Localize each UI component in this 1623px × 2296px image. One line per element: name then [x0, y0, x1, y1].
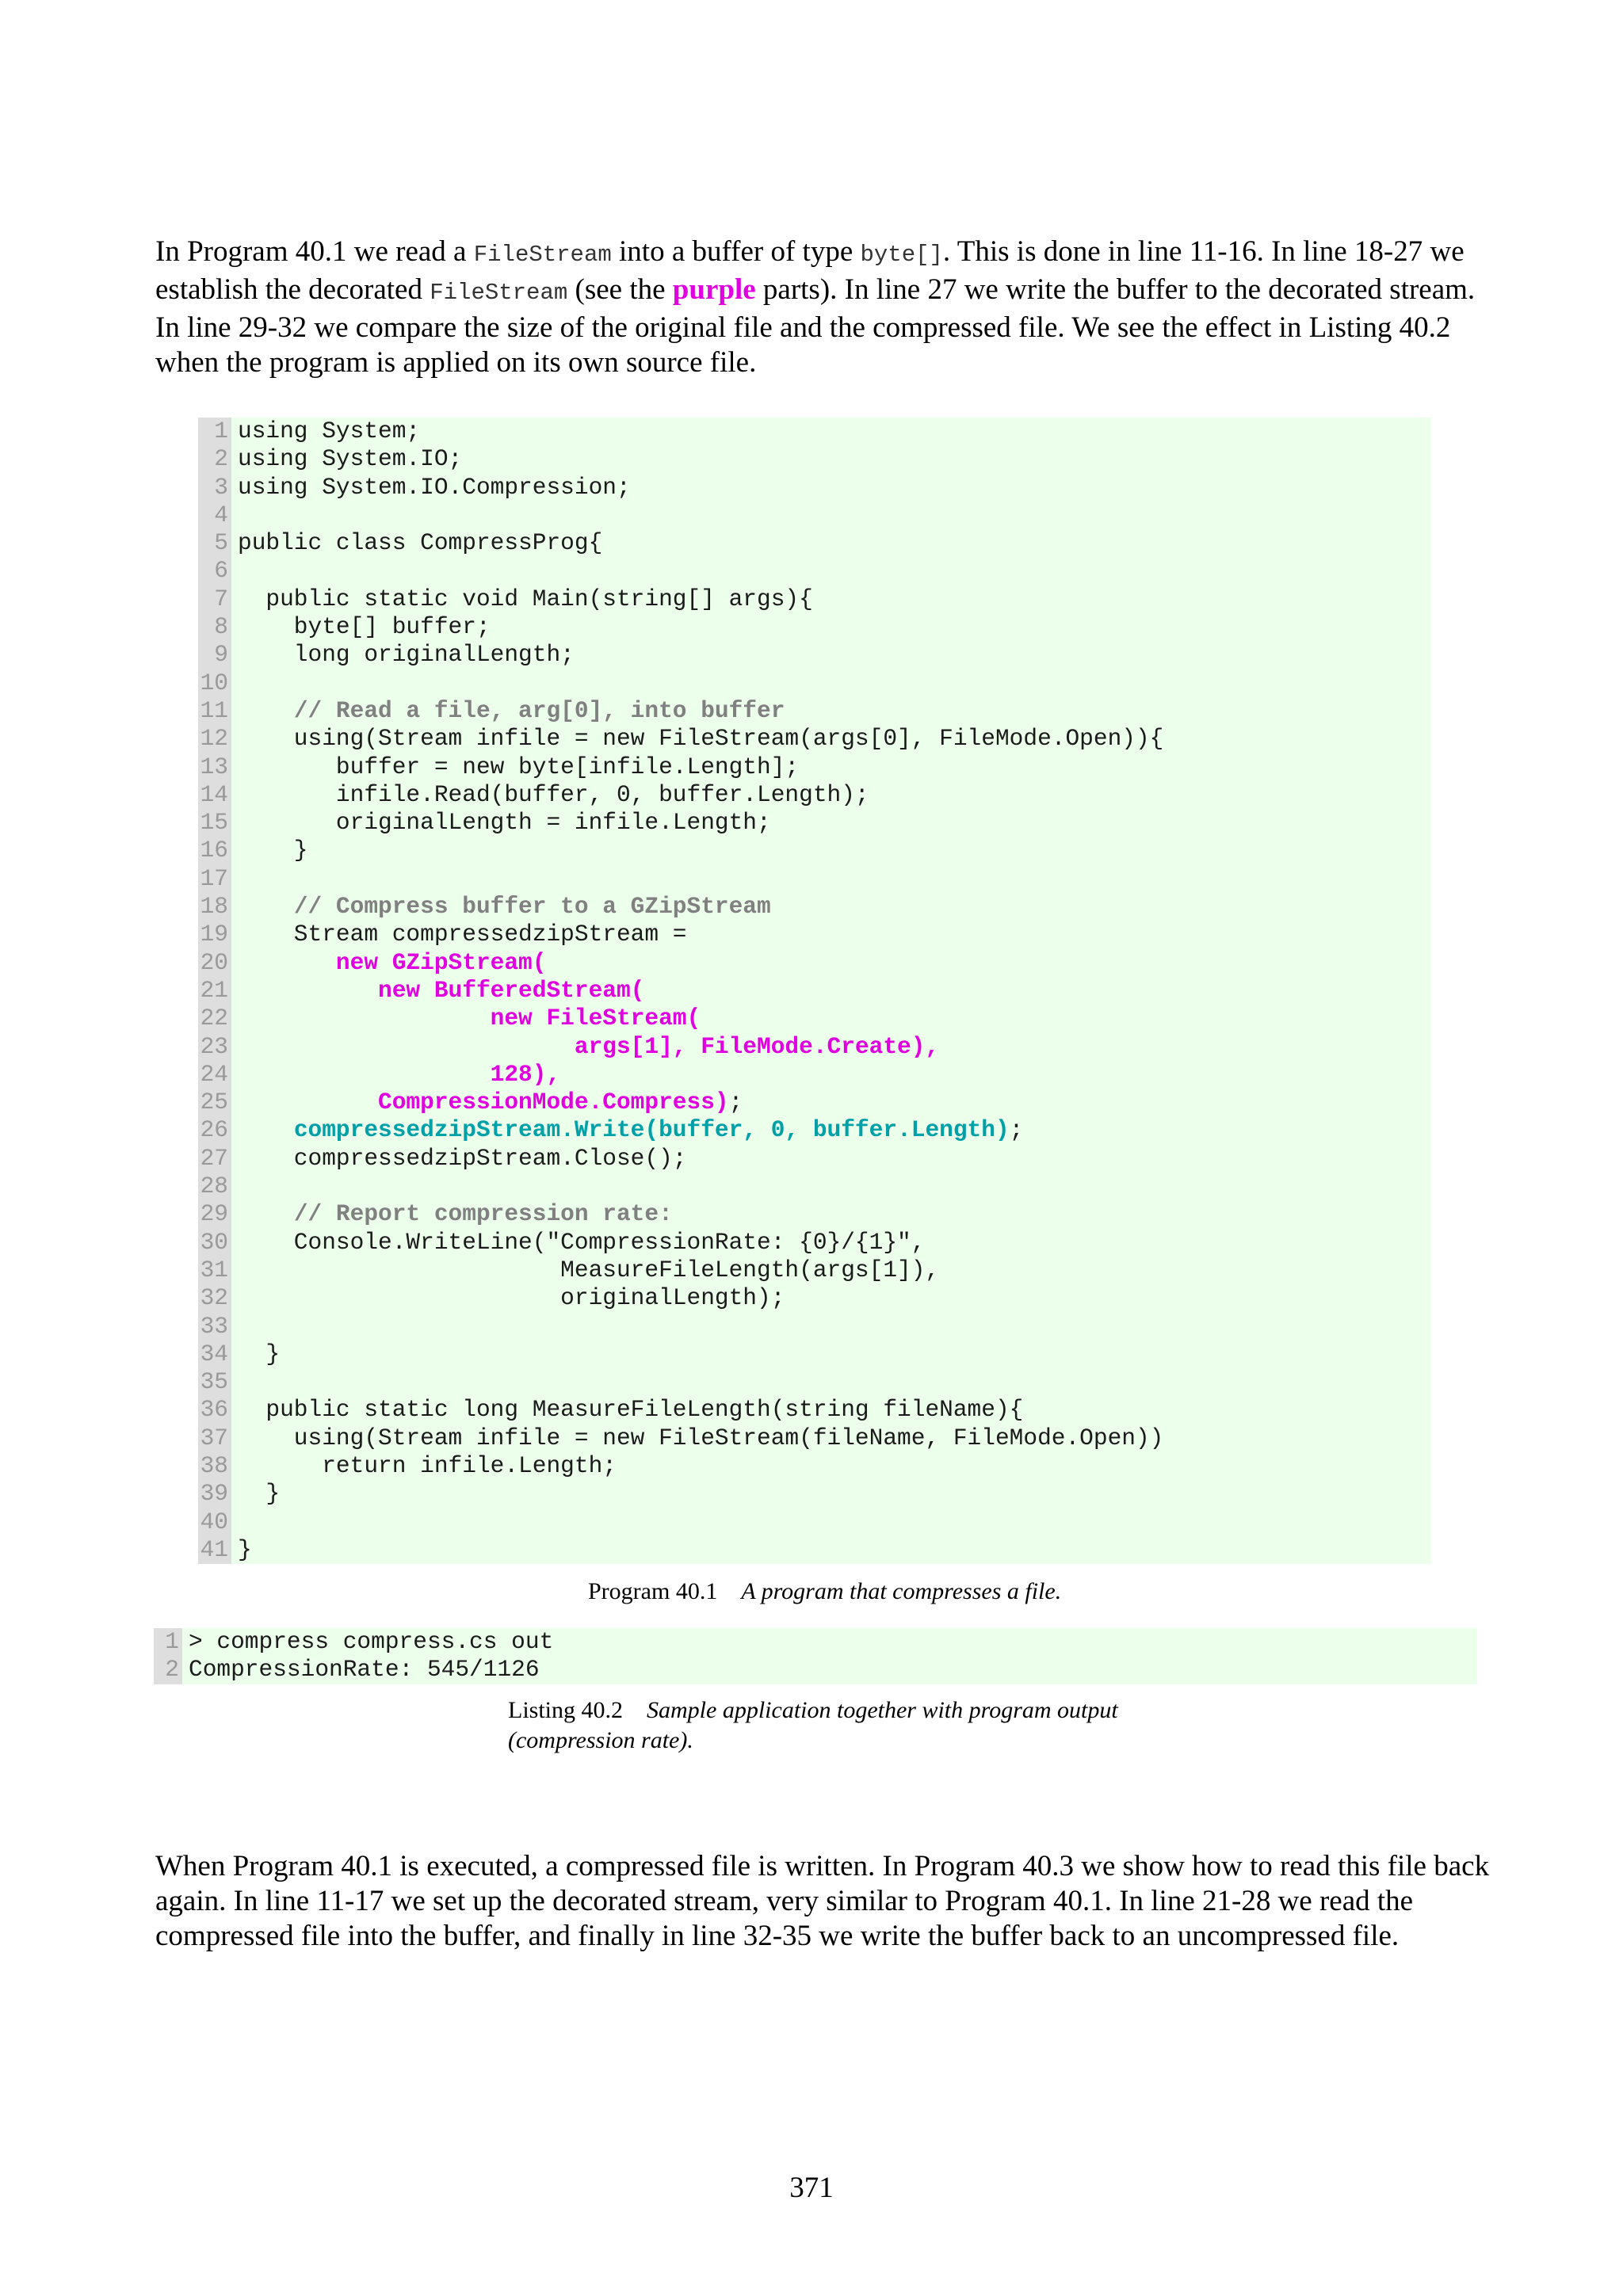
intro-text: In Program 40.1 we read a	[155, 235, 474, 268]
intro-text: . This is done in line 11-16. In line 18-27 we establish the decorated	[155, 235, 1465, 306]
code-token: compressedzipStream.Close();	[238, 1144, 687, 1172]
code-line	[198, 1005, 1431, 1032]
line-number: 3	[198, 474, 231, 502]
code-token: return infile.Length;	[238, 1451, 617, 1479]
page-number: 371	[789, 2172, 834, 2204]
code-line	[154, 1628, 1477, 1656]
code-token: new FileStream(	[490, 1005, 701, 1032]
code-line	[198, 613, 1431, 641]
code-token	[238, 1116, 294, 1143]
code-token: // Report compression rate:	[293, 1200, 673, 1228]
code-token	[238, 1200, 294, 1227]
code-token: ;	[1009, 1116, 1024, 1144]
code-text	[231, 557, 1431, 585]
code-token: long originalLength;	[238, 641, 575, 669]
line-number: 38	[198, 1452, 231, 1480]
line-number: 11	[198, 697, 231, 725]
code-text	[231, 1284, 1431, 1312]
code-text	[231, 725, 1431, 753]
code-line	[198, 1200, 1431, 1228]
listing-caption	[508, 1695, 1118, 1756]
code-text	[182, 1628, 1477, 1656]
code-token: using System.IO;	[238, 445, 463, 473]
code-line	[198, 557, 1431, 585]
code-line	[198, 893, 1431, 921]
line-number: 35	[198, 1368, 231, 1396]
code-line	[198, 949, 1431, 977]
code-text	[231, 1005, 1431, 1032]
code-token: }	[238, 837, 308, 864]
line-number: 1	[154, 1628, 182, 1656]
line-number: 40	[198, 1508, 231, 1536]
code-token: originalLength = infile.Length;	[238, 809, 771, 837]
line-number: 4	[198, 502, 231, 529]
code-line	[198, 1536, 1431, 1564]
code-text	[231, 1341, 1431, 1368]
code-token: public static void Main(string[] args){	[238, 585, 813, 612]
code-text	[231, 418, 1431, 445]
code-token: Stream compressedzipStream =	[238, 921, 687, 948]
code-token: compressedzipStream.Write(buffer, 0, buffer.Length)	[293, 1116, 1010, 1144]
line-number: 30	[198, 1229, 231, 1257]
code-text	[231, 1480, 1431, 1508]
code-text	[231, 1425, 1431, 1452]
line-number: 12	[198, 725, 231, 753]
code-line	[198, 1425, 1431, 1452]
line-number: 31	[198, 1257, 231, 1284]
line-number: 21	[198, 977, 231, 1005]
line-number: 25	[198, 1089, 231, 1116]
code-line	[198, 1284, 1431, 1312]
line-number: 6	[198, 557, 231, 585]
code-line	[198, 1116, 1431, 1144]
line-number: 20	[198, 949, 231, 977]
code-token: args[1], FileMode.Create),	[574, 1032, 940, 1060]
code-line	[198, 921, 1431, 948]
code-token: new GZipStream(	[335, 948, 547, 976]
code-text	[231, 1089, 1431, 1116]
code-line	[198, 1508, 1431, 1536]
line-number: 24	[198, 1061, 231, 1089]
line-number: 41	[198, 1536, 231, 1564]
code-token	[238, 1089, 378, 1116]
line-number: 19	[198, 921, 231, 948]
intro-text: (see the	[567, 273, 673, 306]
code-text	[231, 1452, 1431, 1480]
line-number: 1	[198, 418, 231, 445]
code-token: public static long MeasureFileLength(string fileName){	[238, 1396, 1024, 1424]
code-line	[198, 585, 1431, 613]
code-token: CompressionMode.Compress)	[378, 1089, 729, 1116]
code-token: buffer = new byte[infile.Length];	[238, 753, 800, 780]
line-number: 8	[198, 613, 231, 641]
line-number: 15	[198, 809, 231, 837]
line-number: 5	[198, 529, 231, 557]
code-text	[231, 893, 1431, 921]
code-text	[231, 1116, 1431, 1144]
code-token	[238, 1033, 575, 1060]
code-line	[198, 865, 1431, 893]
code-text	[231, 1396, 1431, 1424]
line-number: 7	[198, 585, 231, 613]
intro-text: into a buffer of type	[611, 235, 861, 268]
caption-title: (compression rate).	[508, 1727, 693, 1753]
code-text	[231, 445, 1431, 473]
code-token	[238, 1005, 491, 1032]
code-line	[198, 1229, 1431, 1257]
line-number: 32	[198, 1284, 231, 1312]
code-line	[198, 1145, 1431, 1173]
code-line	[198, 418, 1431, 445]
intro-paragraph	[155, 235, 1495, 380]
code-token: MeasureFileLength(args[1]),	[238, 1256, 940, 1283]
code-token: using System;	[238, 418, 421, 444]
code-line	[198, 1173, 1431, 1200]
code-text	[231, 613, 1431, 641]
line-number: 36	[198, 1396, 231, 1424]
line-number: 34	[198, 1341, 231, 1368]
code-text	[182, 1656, 1477, 1684]
code-token: > compress compress.cs out	[189, 1628, 554, 1655]
code-line	[198, 781, 1431, 809]
line-number: 23	[198, 1033, 231, 1061]
code-token	[238, 893, 294, 920]
code-text	[231, 1145, 1431, 1173]
code-text	[231, 1229, 1431, 1257]
code-line	[198, 837, 1431, 864]
code-text	[231, 1200, 1431, 1228]
code-token: CompressionRate: 545/1126	[189, 1656, 540, 1684]
code-token	[238, 977, 378, 1004]
code-token: using System.IO.Compression;	[238, 473, 631, 501]
code-line	[198, 641, 1431, 669]
code-text	[231, 474, 1431, 502]
code-line	[198, 1452, 1431, 1480]
code-line	[198, 1257, 1431, 1284]
code-token	[238, 697, 294, 724]
code-token: Console.WriteLine("CompressionRate: {0}/{1}",	[238, 1228, 926, 1256]
line-number: 26	[198, 1116, 231, 1144]
code-text	[231, 949, 1431, 977]
code-text	[231, 1313, 1431, 1341]
line-number: 29	[198, 1200, 231, 1228]
code-token: }	[238, 1480, 281, 1508]
line-number: 17	[198, 865, 231, 893]
code-token: // Read a file, arg[0], into buffer	[293, 696, 785, 724]
inline-code: byte[]	[860, 242, 943, 268]
code-line	[198, 669, 1431, 697]
code-token: public class CompressProg{	[238, 529, 603, 557]
line-number: 9	[198, 641, 231, 669]
code-line	[198, 1341, 1431, 1368]
code-token: originalLength);	[238, 1284, 785, 1312]
code-text	[231, 1257, 1431, 1284]
code-line	[198, 1480, 1431, 1508]
code-text	[231, 1033, 1431, 1061]
code-text	[231, 809, 1431, 837]
code-token	[238, 1061, 491, 1088]
code-text	[231, 781, 1431, 809]
code-token	[238, 949, 336, 976]
code-line	[198, 1089, 1431, 1116]
code-line	[198, 753, 1431, 781]
line-number: 16	[198, 837, 231, 864]
code-text	[231, 837, 1431, 864]
code-line	[198, 445, 1431, 473]
code-line	[198, 809, 1431, 837]
purple-highlight: purple	[672, 273, 756, 306]
code-text	[231, 697, 1431, 725]
code-line	[198, 697, 1431, 725]
code-token: using(Stream infile = new FileStream(fileName, FileMode.Open))	[238, 1424, 1164, 1451]
code-text	[231, 865, 1431, 893]
code-text	[231, 529, 1431, 557]
code-line	[154, 1656, 1477, 1684]
code-line	[198, 1313, 1431, 1341]
code-token: }	[238, 1535, 252, 1563]
line-number: 14	[198, 781, 231, 809]
caption-label: Program 40.1	[588, 1578, 718, 1604]
code-text	[231, 1061, 1431, 1089]
caption-title: A program that compresses a file.	[741, 1578, 1062, 1604]
code-token: // Compress buffer to a GZipStream	[293, 893, 771, 921]
program-code-block	[198, 418, 1431, 1564]
code-text	[231, 1536, 1431, 1564]
code-token: ;	[728, 1089, 743, 1116]
code-line	[198, 1033, 1431, 1061]
line-number: 33	[198, 1313, 231, 1341]
code-line	[198, 1396, 1431, 1424]
code-line	[198, 529, 1431, 557]
code-line	[198, 1368, 1431, 1396]
code-text	[231, 977, 1431, 1005]
line-number: 13	[198, 753, 231, 781]
code-text	[231, 1173, 1431, 1200]
intro-text: parts). In line 27 we write the buffer to the decorated stream. In line 29-32 we compare the size of the original file and the compressed file. We see the effect in Listing 40.2 when the program is applied on its own source file.	[155, 273, 1476, 379]
code-text	[231, 1508, 1431, 1536]
code-line	[198, 474, 1431, 502]
line-number: 37	[198, 1425, 231, 1452]
code-text	[231, 502, 1431, 529]
code-token: using(Stream infile = new FileStream(args[0], FileMode.Open)){	[238, 725, 1164, 753]
code-token: }	[238, 1340, 281, 1367]
code-token: infile.Read(buffer, 0, buffer.Length);	[238, 780, 869, 808]
caption-label: Listing 40.2	[508, 1697, 624, 1723]
listing-code-block	[154, 1628, 1477, 1684]
code-line	[198, 502, 1431, 529]
code-line	[198, 977, 1431, 1005]
line-number: 39	[198, 1480, 231, 1508]
code-token: byte[] buffer;	[238, 613, 491, 641]
line-number: 10	[198, 669, 231, 697]
line-number: 28	[198, 1173, 231, 1200]
inline-code: FileStream	[430, 280, 568, 306]
outro-paragraph: When Program 40.1 is executed, a compressed file is written. In Program 40.3 we show how to read this file back again. In line 11-17 we set up the decorated stream, very similar to Program 40.1. In line 21-28 we read the compressed file into the buffer, and finally in line 32-35 we write the buffer back to an uncompressed file.	[155, 1850, 1490, 1952]
program-caption	[588, 1577, 1061, 1607]
code-token: 128),	[490, 1060, 561, 1088]
code-text	[231, 753, 1431, 781]
code-token: new BufferedStream(	[378, 976, 645, 1004]
line-number: 2	[154, 1656, 182, 1684]
code-text	[231, 1368, 1431, 1396]
code-text	[231, 585, 1431, 613]
code-text	[231, 669, 1431, 697]
line-number: 27	[198, 1145, 231, 1173]
caption-title: Sample application together with program output	[647, 1697, 1118, 1723]
code-line	[198, 725, 1431, 753]
code-text	[231, 921, 1431, 948]
code-line	[198, 1061, 1431, 1089]
line-number: 18	[198, 893, 231, 921]
code-text	[231, 641, 1431, 669]
line-number: 2	[198, 445, 231, 473]
line-number: 22	[198, 1005, 231, 1032]
inline-code: FileStream	[473, 242, 612, 268]
